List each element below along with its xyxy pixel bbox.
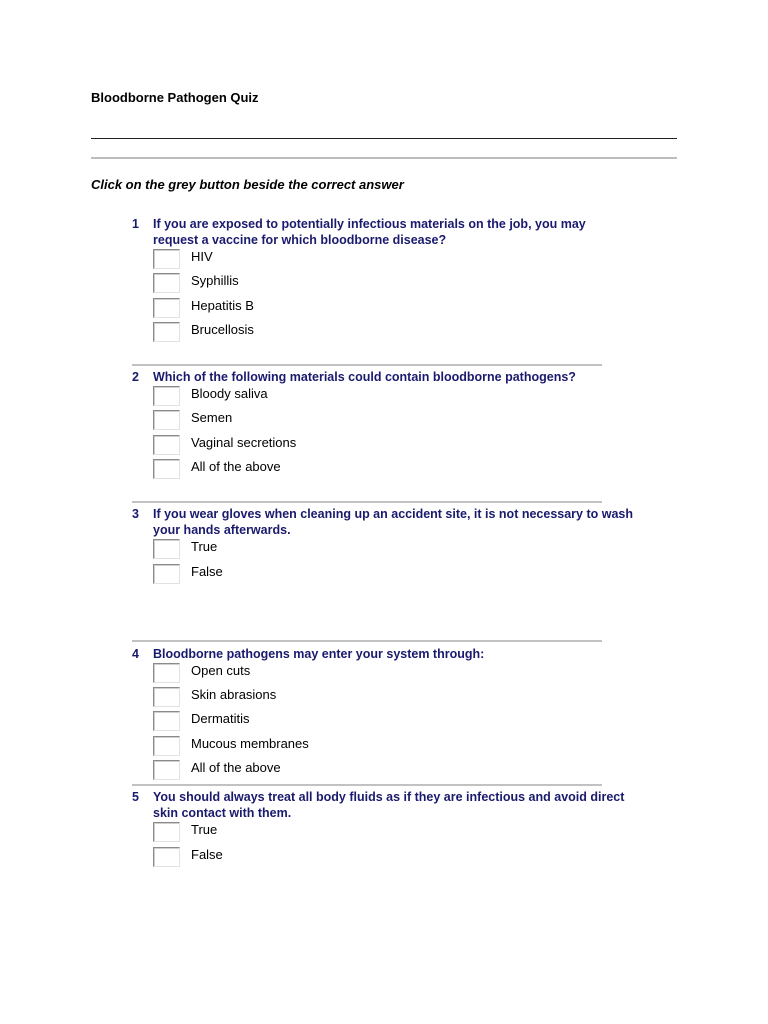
- answer-label: All of the above: [191, 760, 281, 775]
- answer-option[interactable]: [153, 386, 453, 408]
- answer-option[interactable]: [153, 410, 453, 432]
- answer-label: True: [191, 822, 218, 837]
- question-separator: [132, 501, 602, 503]
- question-separator: [132, 784, 602, 786]
- answer-label: Syphillis: [191, 273, 239, 288]
- answer-option[interactable]: [153, 847, 453, 869]
- answer-label: HIV: [191, 249, 213, 264]
- question-text: Which of the following materials could contain bloodborne pathogens?: [153, 370, 576, 384]
- question-separator: [132, 364, 602, 366]
- answer-checkbox[interactable]: [153, 410, 180, 430]
- answer-checkbox[interactable]: [153, 386, 180, 406]
- answer-label: Hepatitis B: [191, 298, 254, 313]
- answer-checkbox[interactable]: [153, 459, 180, 479]
- question-text: You should always treat all body fluids as if they are infectious and avoid direct skin contact with them.: [153, 790, 625, 820]
- question-separator: [132, 640, 602, 642]
- answer-option[interactable]: [153, 760, 453, 782]
- answer-option[interactable]: [153, 298, 453, 320]
- answer-option[interactable]: [153, 687, 453, 709]
- answer-checkbox[interactable]: [153, 663, 180, 683]
- answer-checkbox[interactable]: [153, 847, 180, 867]
- answer-checkbox[interactable]: [153, 539, 180, 559]
- answer-label: Bloody saliva: [191, 386, 268, 401]
- answer-label: Vaginal secretions: [191, 435, 297, 450]
- answer-label: All of the above: [191, 459, 281, 474]
- answer-checkbox[interactable]: [153, 736, 180, 756]
- title-divider: [91, 138, 677, 139]
- question-text: Bloodborne pathogens may enter your system through:: [153, 647, 485, 661]
- answer-option[interactable]: [153, 564, 453, 586]
- answer-checkbox[interactable]: [153, 298, 180, 318]
- answer-label: Semen: [191, 410, 233, 425]
- answer-label: Open cuts: [191, 663, 251, 678]
- answer-option[interactable]: [153, 322, 453, 344]
- question-number: 4: [132, 647, 139, 661]
- answer-checkbox[interactable]: [153, 687, 180, 707]
- answer-checkbox[interactable]: [153, 822, 180, 842]
- answer-option[interactable]: [153, 459, 453, 481]
- answer-option[interactable]: [153, 539, 453, 561]
- answer-option[interactable]: [153, 435, 453, 457]
- answer-label: False: [191, 564, 223, 579]
- answer-label: Dermatitis: [191, 711, 250, 726]
- instruction-text: Click on the grey button beside the correct answer: [91, 177, 404, 192]
- answer-checkbox[interactable]: [153, 249, 180, 269]
- answer-option[interactable]: [153, 822, 453, 844]
- answer-checkbox[interactable]: [153, 273, 180, 293]
- answer-label: True: [191, 539, 218, 554]
- answer-option[interactable]: [153, 249, 453, 271]
- question-text: If you are exposed to potentially infectious materials on the job, you may request a vaccine for which bloodborne disease?: [153, 217, 586, 247]
- answer-label: Skin abrasions: [191, 687, 277, 702]
- answer-option[interactable]: [153, 711, 453, 733]
- answer-option[interactable]: [153, 736, 453, 758]
- answer-checkbox[interactable]: [153, 322, 180, 342]
- answer-checkbox[interactable]: [153, 564, 180, 584]
- answer-option[interactable]: [153, 663, 453, 685]
- question-text: If you wear gloves when cleaning up an accident site, it is not necessary to wash your hands afterwards.: [153, 507, 633, 537]
- question-number: 5: [132, 790, 139, 804]
- question-number: 1: [132, 217, 139, 231]
- question-number: 3: [132, 507, 139, 521]
- answer-checkbox[interactable]: [153, 760, 180, 780]
- answer-option[interactable]: [153, 273, 453, 295]
- answer-label: Mucous membranes: [191, 736, 309, 751]
- answer-label: Brucellosis: [191, 322, 254, 337]
- answer-checkbox[interactable]: [153, 435, 180, 455]
- quiz-title: Bloodborne Pathogen Quiz: [91, 90, 259, 105]
- question-number: 2: [132, 370, 139, 384]
- header-divider: [91, 157, 677, 159]
- answer-checkbox[interactable]: [153, 711, 180, 731]
- answer-label: False: [191, 847, 223, 862]
